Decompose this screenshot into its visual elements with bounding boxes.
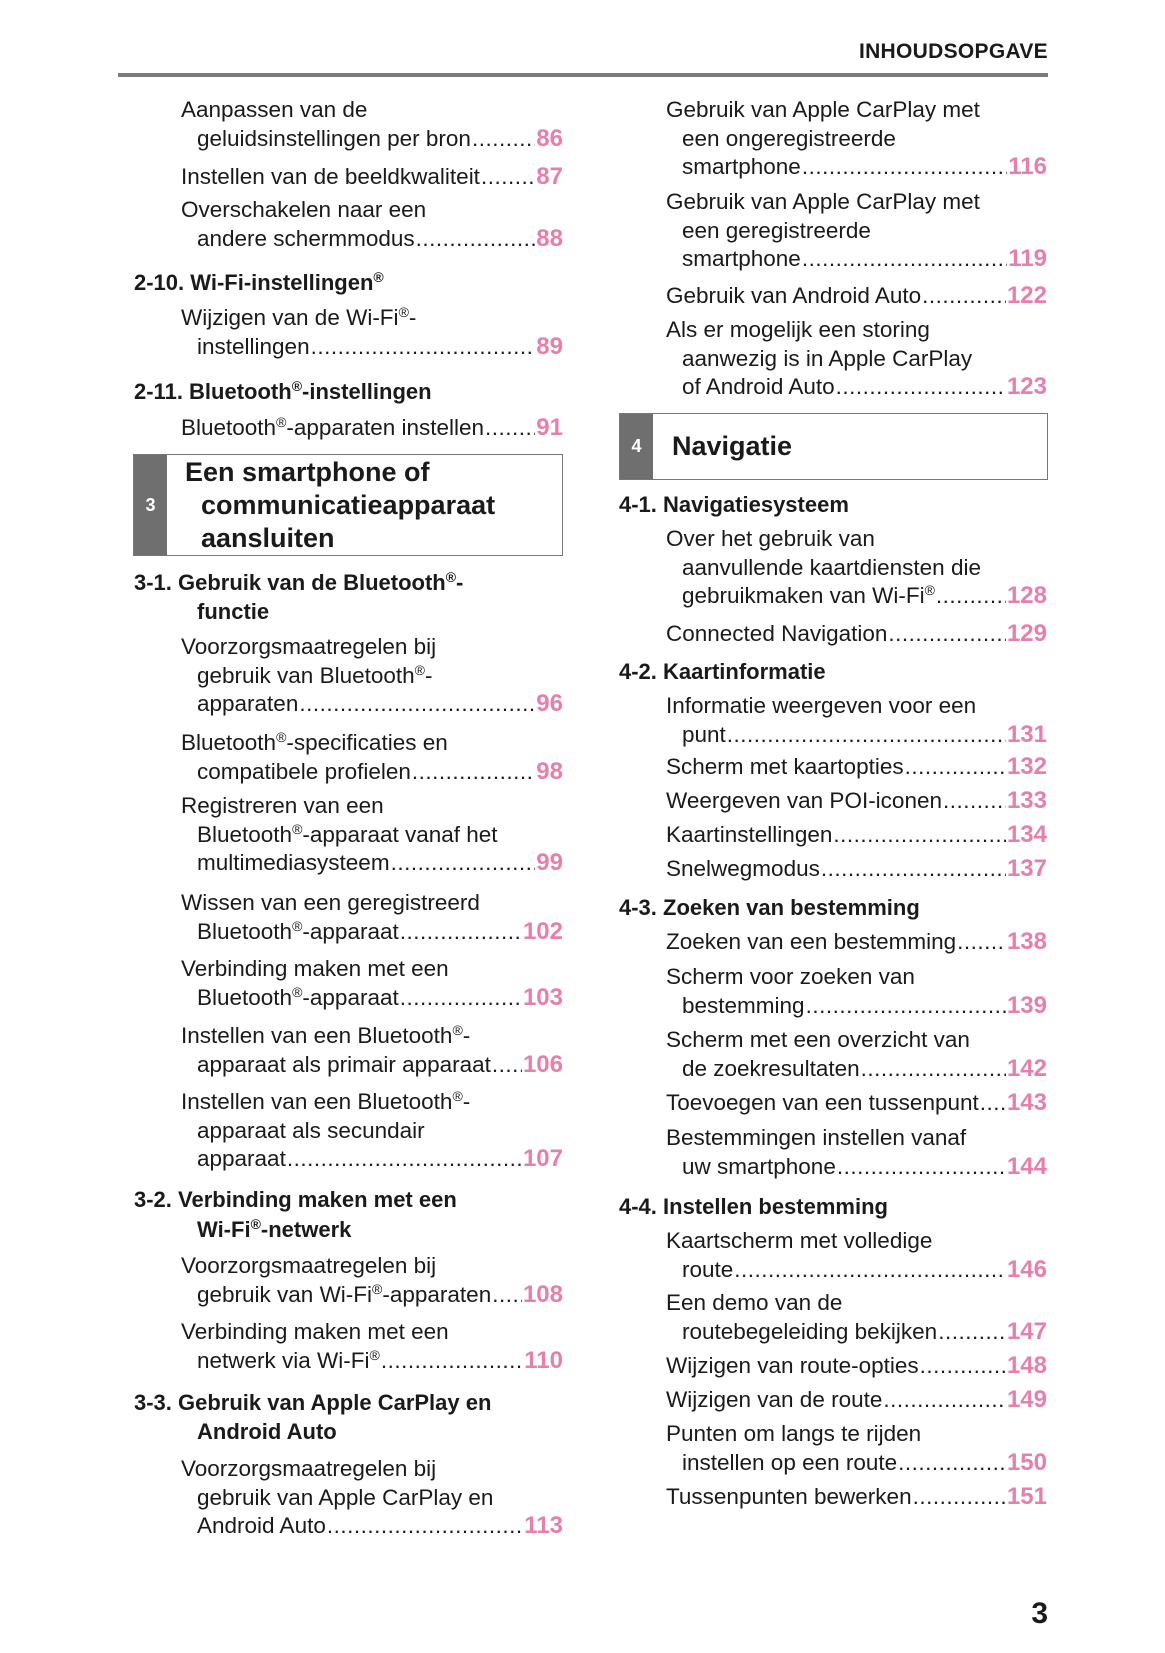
page-number[interactable]: 123	[1006, 373, 1047, 400]
page-number[interactable]: 139	[1006, 991, 1047, 1019]
page-number[interactable]: 110	[524, 1346, 563, 1374]
chapter-3-box[interactable]	[133, 454, 563, 556]
toc-entry[interactable]: Kaartscherm met volledige route ..... 146	[666, 1227, 1047, 1284]
page-number[interactable]: 133	[1006, 787, 1047, 814]
toc-entry[interactable]: Weergeven van POI-iconen ..... 133	[666, 787, 1047, 816]
toc-entry[interactable]: Bluetooth®-apparaten instellen ..... 91	[181, 414, 563, 443]
page-number[interactable]: 132	[1006, 753, 1047, 780]
page-number[interactable]: 138	[1006, 928, 1047, 955]
subsection-heading[interactable]: 3-2. Verbinding maken met een Wi-Fi®-netwerk	[134, 1187, 457, 1242]
subsection-heading[interactable]: 4-4. Instellen bestemming	[619, 1194, 888, 1219]
page-number[interactable]: 150	[1006, 1448, 1047, 1476]
page-number[interactable]: 142	[1006, 1054, 1047, 1082]
page-number[interactable]: 96	[536, 690, 563, 717]
chapter-title: Een smartphone of communicatieapparaat aansluiten	[185, 457, 496, 553]
page-number[interactable]: 147	[1006, 1317, 1047, 1345]
page-number[interactable]: 86	[536, 124, 563, 152]
toc-entry[interactable]: Instellen van een Bluetooth®- apparaat als secundair apparaat ..... 107	[181, 1088, 563, 1174]
page-number[interactable]: 91	[536, 414, 563, 441]
page-number[interactable]: 129	[1006, 620, 1047, 647]
page-number[interactable]: 88	[536, 224, 563, 252]
toc-entry[interactable]: Scherm met een overzicht van de zoekresultaten ..... 142	[666, 1026, 1047, 1083]
page-number[interactable]: 99	[536, 849, 563, 876]
toc-entry[interactable]: Informatie weergeven voor een punt ..... 131	[666, 692, 1047, 749]
toc-entry[interactable]: Kaartinstellingen ..... 134	[666, 821, 1047, 850]
toc-entry[interactable]: Wijzigen van de Wi-Fi®- instellingen ..... 89	[181, 304, 563, 361]
toc-entry[interactable]: Connected Navigation ..... 129	[666, 620, 1047, 649]
toc-entry[interactable]: Snelwegmodus ..... 137	[666, 855, 1047, 884]
page-number[interactable]: 106	[522, 1050, 563, 1078]
page-number[interactable]: 149	[1006, 1386, 1047, 1413]
page-number[interactable]: 144	[1006, 1152, 1047, 1180]
toc-entry[interactable]: Wissen van een geregistreerd Bluetooth®-apparaat ..... 102	[181, 889, 563, 946]
toc-entry[interactable]: Punten om langs te rijden instellen op een route ..... 150	[666, 1420, 1047, 1477]
page-number-footer: 3	[1031, 1597, 1048, 1630]
toc-entry[interactable]: Zoeken van een bestemming ..... 138	[666, 928, 1047, 957]
subsection-heading[interactable]: 4-3. Zoeken van bestemming	[619, 895, 920, 920]
page-number[interactable]: 119	[1008, 245, 1047, 272]
page-number[interactable]: 107	[522, 1145, 563, 1172]
toc-entry[interactable]: Bluetooth®-specificaties en compatibele profielen ..... 98	[181, 729, 563, 786]
toc-entry[interactable]: Toevoegen van een tussenpunt ..... 143	[666, 1089, 1047, 1118]
toc-entry[interactable]: Registreren van een Bluetooth®-apparaat vanaf het multimediasysteem ..... 99	[181, 792, 563, 878]
page-number[interactable]: 128	[1006, 582, 1047, 609]
subsection-heading[interactable]: 3-1. Gebruik van de Bluetooth®- functie	[134, 569, 464, 624]
toc-entry[interactable]: Voorzorgsmaatregelen bij gebruik van Bluetooth®- apparaten ..... 96	[181, 633, 563, 719]
page-number[interactable]: 103	[522, 983, 563, 1011]
page-number[interactable]: 116	[1008, 153, 1047, 180]
page-number[interactable]: 89	[536, 332, 563, 360]
toc-entry[interactable]: Wijzigen van de route ..... 149	[666, 1386, 1047, 1415]
chapter-number-tab: 3	[134, 455, 167, 555]
toc-entry[interactable]: Verbinding maken met een netwerk via Wi-Fi® ..... 110	[181, 1318, 563, 1375]
toc-entry[interactable]: Instellen van een Bluetooth®- apparaat als primair apparaat ..... 106	[181, 1022, 563, 1079]
subsection-heading[interactable]: 2-11. Bluetooth®-instellingen	[134, 378, 432, 404]
subsection-heading[interactable]: 3-3. Gebruik van Apple CarPlay en Android Auto	[134, 1390, 492, 1444]
page-number[interactable]: 102	[522, 917, 563, 945]
toc-entry[interactable]: Aanpassen van de geluidsinstellingen per bron ..... 86	[181, 96, 563, 153]
subsection-heading[interactable]: 4-1. Navigatiesysteem	[619, 492, 849, 517]
subsection-heading[interactable]: 2-10. Wi-Fi-instellingen®	[134, 269, 384, 295]
toc-entry[interactable]: Gebruik van Apple CarPlay met een geregistreerde smartphone ..... 119	[666, 188, 1047, 274]
toc-entry[interactable]: Scherm voor zoeken van bestemming ..... 139	[666, 963, 1047, 1020]
page-number[interactable]: 122	[1006, 282, 1047, 309]
chapter-title: Navigatie	[672, 431, 793, 461]
page-number[interactable]: 131	[1006, 720, 1047, 748]
toc-entry[interactable]: Gebruik van Apple CarPlay met een ongeregistreerde smartphone ..... 116	[666, 96, 1047, 182]
page-number[interactable]: 137	[1006, 855, 1047, 882]
toc-entry[interactable]: Overschakelen naar een andere schermmodus ..... 88	[181, 196, 563, 253]
page-number[interactable]: 98	[536, 757, 563, 785]
page-number[interactable]: 87	[536, 163, 563, 190]
chapter-4-box[interactable]	[619, 413, 1048, 480]
page-number[interactable]: 134	[1006, 821, 1047, 848]
toc-entry[interactable]: Gebruik van Android Auto ..... 122	[666, 282, 1047, 311]
toc-entry[interactable]: Voorzorgsmaatregelen bij gebruik van Wi-Fi®-apparaten ..... 108	[181, 1252, 563, 1309]
toc-entry[interactable]: Bestemmingen instellen vanaf uw smartphone ..... 144	[666, 1124, 1047, 1181]
page-number[interactable]: 151	[1006, 1483, 1047, 1510]
toc-entry[interactable]: Als er mogelijk een storing aanwezig is in Apple CarPlay of Android Auto ..... 123	[666, 316, 1047, 402]
page-number[interactable]: 108	[522, 1280, 563, 1308]
page-number[interactable]: 113	[524, 1512, 563, 1539]
toc-entry[interactable]: Over het gebruik van aanvullende kaartdiensten die gebruikmaken van Wi-Fi® ..... 128	[666, 525, 1047, 611]
toc-entry[interactable]: Voorzorgsmaatregelen bij gebruik van Apple CarPlay en Android Auto ..... 113	[181, 1455, 563, 1541]
toc-entry[interactable]: Een demo van de routebegeleiding bekijken ..... 147	[666, 1289, 1047, 1346]
toc-entry[interactable]: Instellen van de beeldkwaliteit ..... 87	[181, 163, 563, 192]
subsection-heading[interactable]: 4-2. Kaartinformatie	[619, 659, 826, 684]
page-number[interactable]: 146	[1006, 1255, 1047, 1283]
page-number[interactable]: 143	[1006, 1089, 1047, 1116]
toc-entry[interactable]: Scherm met kaartopties ..... 132	[666, 753, 1047, 782]
chapter-number-tab: 4	[620, 414, 653, 479]
toc-entry[interactable]: Wijzigen van route-opties ..... 148	[666, 1352, 1047, 1381]
header-divider	[118, 73, 1048, 77]
section-header-title: INHOUDSOPGAVE	[858, 40, 1048, 63]
toc-entry[interactable]: Tussenpunten bewerken ..... 151	[666, 1483, 1047, 1512]
page-number[interactable]: 148	[1006, 1352, 1047, 1379]
toc-entry[interactable]: Verbinding maken met een Bluetooth®-apparaat ..... 103	[181, 955, 563, 1012]
